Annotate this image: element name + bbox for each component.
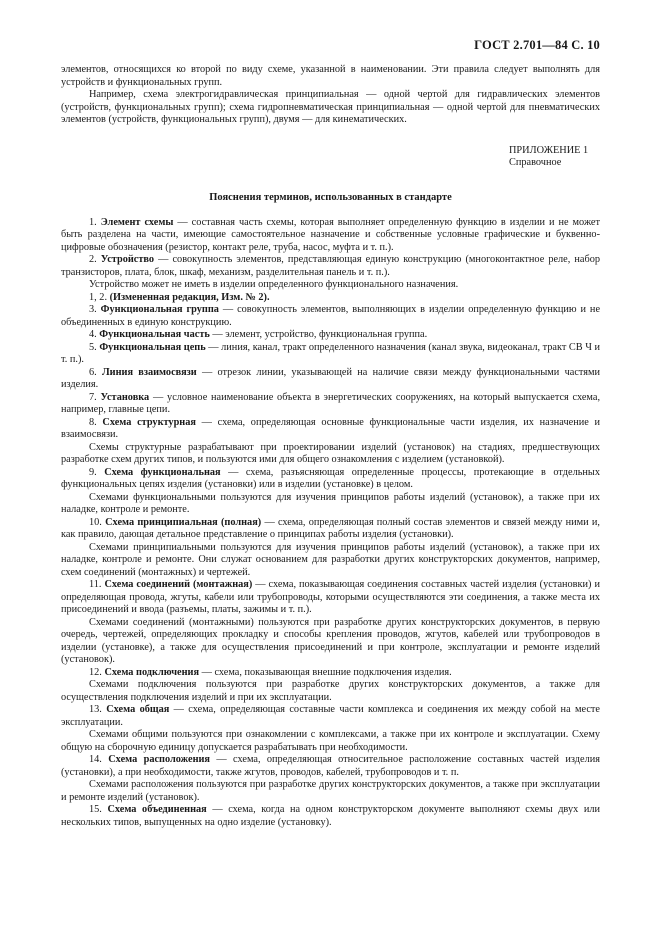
term-number: 1.: [89, 216, 101, 228]
term-paragraph: [61, 467, 600, 492]
term-paragraph: [61, 617, 600, 667]
term-paragraph: [61, 754, 600, 779]
term-paragraph: [61, 392, 600, 417]
intro-paragraph: элементов, относящихся ко второй по виду схеме, указанной в наименовании. Эти правила следует выполнять для устройств и функциональных групп.: [61, 64, 600, 88]
intro-text: [61, 64, 600, 127]
term-paragraph: [61, 779, 600, 804]
term-definition: Схемами общими пользуются при ознакомлении с комплексами, а также при их контроле и эксплуатации. Схему общую на сборочную единицу допускается разрабатывать при необходимости.: [61, 729, 600, 753]
term-name: Схема общая: [106, 704, 170, 715]
term-name: Схема соединений (монтажная): [104, 579, 253, 590]
term-name: Схема подключения: [104, 666, 200, 678]
term-paragraph: [61, 704, 600, 729]
term-paragraph: [61, 667, 600, 680]
term-name: Линия взаимосвязи: [101, 366, 197, 378]
term-paragraph: [61, 804, 600, 829]
term-number: 10.: [89, 516, 106, 528]
term-paragraph: [61, 442, 600, 467]
term-paragraph: [61, 679, 600, 704]
term-number: 9.: [89, 466, 105, 478]
term-number: 1, 2.: [89, 291, 110, 303]
term-paragraph: [61, 304, 600, 329]
term-definition: Устройство может не иметь в изделии определенного функционального назначения.: [89, 279, 459, 290]
term-name: Устройство: [100, 254, 155, 265]
term-paragraph: [61, 492, 600, 517]
term-paragraph: [61, 367, 600, 392]
term-definition: — линия, канал, тракт определенного назначения (канал звука, видеоканал, тракт СВ Ч и т. п.).: [61, 341, 601, 365]
term-number: 2.: [89, 254, 101, 265]
page-header: ГОСТ 2.701—84 С. 10: [474, 38, 600, 52]
term-number: 4.: [89, 329, 100, 340]
term-definition: — схема, показывающая соединения составных частей изделия (установки) и определяющая провода, жгуты, кабели или трубопроводы, которыми осуществляются эти соединения, а также места их присоединений и ввода (разъемы, платы, зажимы и т. п.).: [61, 579, 600, 615]
term-definition: Схемами принципиальными пользуются для изучения принципов работы изделий (установок), а также при их наладке, контроле и ремонте. Они служат основанием для разработки других конструкторских документов, например, схем соединений (монтажных) и чертежей.: [61, 541, 600, 578]
term-name: Функциональная часть: [99, 329, 210, 340]
term-number: 11.: [89, 579, 105, 590]
term-number: 5.: [89, 341, 100, 353]
term-definition: — условное наименование объекта в энергетических сооружениях, на который выпускается схема, например, главные цепи.: [61, 391, 601, 415]
term-paragraph: [61, 517, 600, 542]
term-name: Схема структурная: [102, 416, 196, 428]
intro-paragraph: Например, схема электрогидравлическая принципиальная — одной чертой для гидравлических элементов (устройств, функциональных групп); схема гидропневматическая принципиальная — одной чертой для пневматических элементов (устройств, функциональных групп), двумя — для кинематических.: [61, 89, 600, 125]
term-name: Схема расположения: [108, 754, 211, 765]
term-name: Функциональная группа: [100, 304, 219, 315]
term-paragraph: [61, 329, 600, 342]
term-definition: — схема, определяющая основные функциональные части изделия, их назначение и взаимосвязи.: [61, 416, 600, 440]
term-number: 12.: [89, 666, 105, 678]
term-definition: — схема, определяющая полный состав элементов и связей между ними и, как правило, дающая детальное представление о принципах работы изделия (установки).: [61, 516, 601, 540]
term-paragraph: [61, 729, 600, 754]
term-definition: Схемами соединений (монтажными) пользуются при разработке других конструкторских документов, в первую очередь, чертежей, определяющих прокладку и способы крепления проводов, жгутов, кабелей или трубопроводов в изделии (установке), а также для осуществления присоединений и при контроле, эксплуатации и ремонте изделий (установок).: [61, 616, 600, 665]
term-paragraph: [61, 542, 600, 580]
term-definition: Схемами подключения пользуются при разработке других конструкторских документов, а также для осуществления подключения изделий и при их эксплуатации.: [61, 679, 600, 703]
appendix-sub: Справочное: [509, 157, 562, 168]
term-paragraph: [61, 254, 600, 279]
term-definition: Схемы структурные разрабатывают при проектировании изделий (установок) на стадиях, предшествующих разработке схем других типов, и пользуются ими для общего ознакомления с изделием (установкой).: [61, 441, 600, 465]
term-definition: — схема, когда на одном конструкторском документе выполняют схемы двух или нескольких типов, выпущенных на одно изделие (установку).: [61, 804, 600, 828]
term-name: Схема объединенная: [107, 804, 207, 815]
term-number: 15.: [89, 804, 108, 815]
term-number: 14.: [89, 754, 109, 765]
term-name: (Измененная редакция, Изм. № 2).: [109, 291, 270, 303]
term-paragraph: [61, 292, 600, 305]
term-name: Функциональная цепь: [99, 341, 206, 353]
section-title: Пояснения терминов, использованных в стандарте: [209, 191, 452, 203]
term-definition: — составная часть схемы, которая выполняет определенную функцию в изделии и не может быть разделена на части, имеющие самостоятельное назначение и собственные условные графические и буквенно-цифровые обозначения (резистор, контакт реле, труба, насос, муфта и т. п.).: [61, 216, 600, 253]
term-number: 13.: [89, 704, 107, 715]
term-name: Элемент схемы: [100, 216, 174, 228]
term-definition: — схема, определяющая составные части комплекса и соединения их между собой на месте эксплуатации.: [61, 704, 600, 728]
term-number: 8.: [89, 416, 103, 428]
term-definition: Схемами расположения пользуются при разработке других конструкторских документов, а также при эксплуатации и ремонте изделий (установок).: [61, 779, 600, 803]
term-name: Установка: [100, 391, 150, 403]
appendix-label: ПРИЛОЖЕНИЕ 1: [509, 144, 589, 156]
term-definition: — схема, разъясняющая определенные процессы, протекающие в отдельных функциональных цепях изделия (установки) или в изделии (установке) в целом.: [61, 466, 600, 490]
term-number: 7.: [89, 391, 101, 403]
term-name: Схема принципиальная (полная): [105, 516, 262, 528]
term-name: Схема функциональная: [104, 466, 221, 478]
term-definition: — отрезок линии, указывающей на наличие связи между функциональными частями изделия.: [61, 366, 601, 390]
term-number: 6.: [89, 366, 102, 378]
term-paragraph: [61, 417, 600, 442]
term-paragraph: [61, 217, 600, 255]
term-paragraph: [61, 342, 600, 367]
term-definition: — совокупность элементов, представляющая единую конструкцию (многоконтактное реле, набор транзисторов, плата, блок, шкаф, механизм, разделительная панель и т. п.).: [61, 254, 600, 278]
terms-list: [61, 217, 600, 830]
term-definition: Схемами функциональными пользуются для изучения принципов работы изделий (установок), а также при их наладке, контроле и ремонте.: [61, 491, 600, 515]
appendix-label-block: [509, 145, 600, 170]
term-paragraph: [61, 579, 600, 617]
term-definition: — элемент, устройство, функциональная группа.: [209, 329, 428, 340]
term-paragraph: [61, 279, 600, 292]
term-definition: — схема, показывающая внешние подключения изделия.: [199, 666, 452, 678]
term-definition: — схема, определяющая относительное расположение составных частей изделия (установки), а при необходимости, также жгутов, проводов, кабелей, трубопроводов и т. п.: [61, 754, 600, 778]
term-definition: — совокупность элементов, выполняющих в изделии определенную функцию и не объединенных в единую конструкцию.: [61, 304, 601, 328]
term-number: 3.: [89, 304, 101, 315]
